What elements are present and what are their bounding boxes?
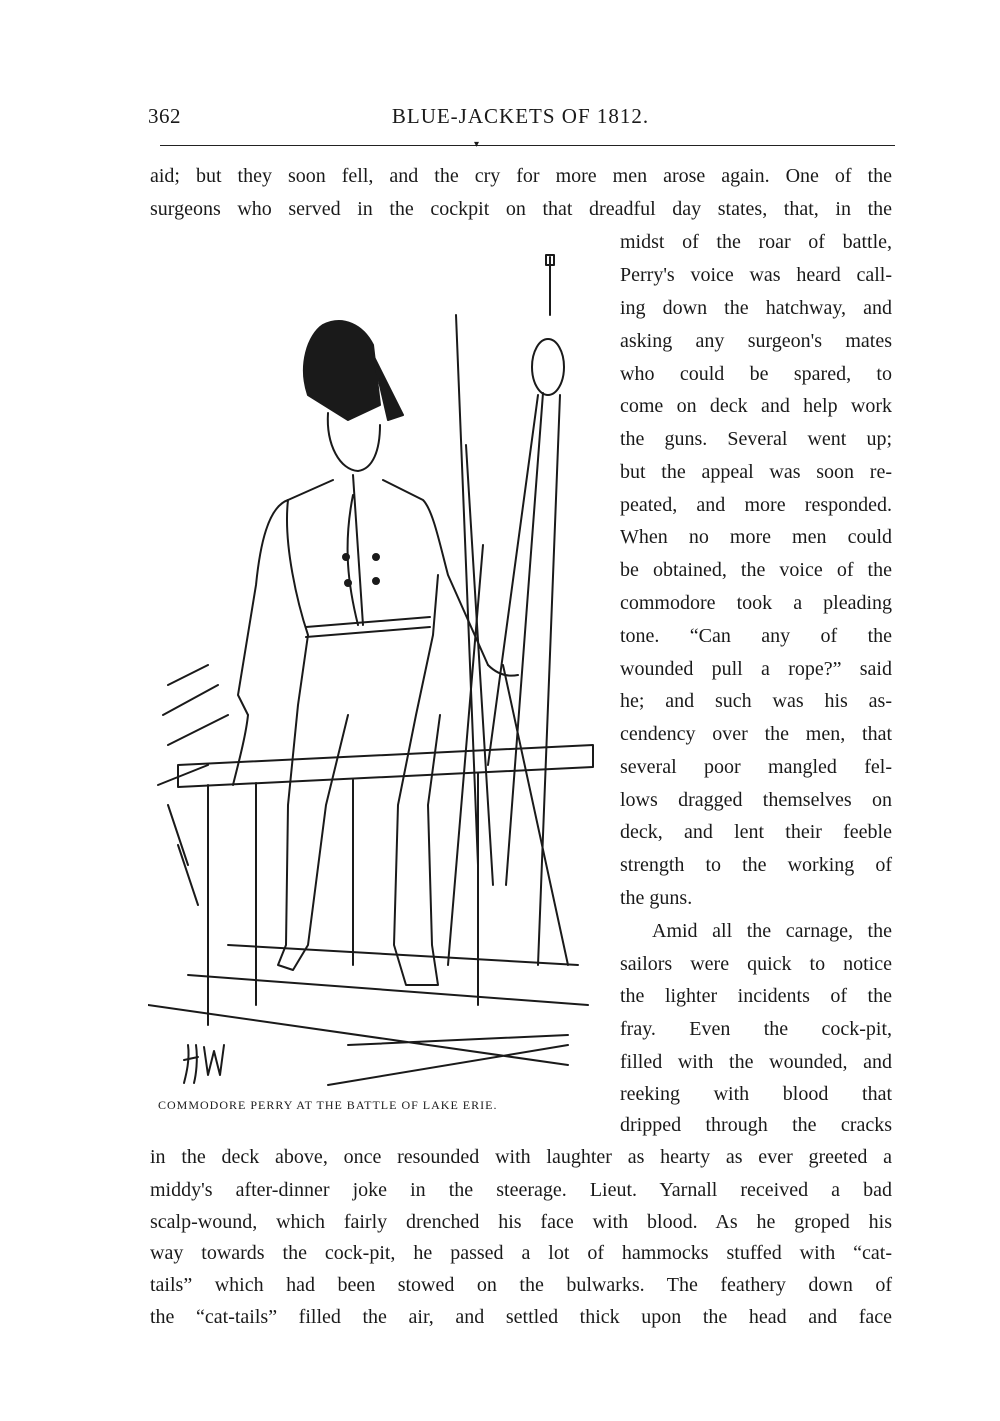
text-line: he; and such was his as- — [620, 690, 892, 712]
text-line: scalp-wound, which fairly drenched his face with blood. As he groped his — [150, 1211, 892, 1233]
commodore-perry-illustration — [148, 245, 608, 1095]
header-rule-mark: ▾ — [474, 139, 480, 150]
text-line: fray. Even the cock-pit, — [620, 1018, 892, 1040]
text-line: come on deck and help work — [620, 395, 892, 417]
page-number: 362 — [148, 104, 181, 128]
text-line: filled with the wounded, and — [620, 1051, 892, 1073]
text-line: cendency over the men, that — [620, 723, 892, 745]
text-line: ing down the hatchway, and — [620, 297, 892, 319]
running-title: BLUE-JACKETS OF 1812. — [391, 104, 650, 128]
illustration-caption: COMMODORE PERRY AT THE BATTLE OF LAKE ERIE. — [158, 1098, 498, 1112]
text-line: sailors were quick to notice — [620, 953, 892, 975]
text-line: several poor mangled fel- — [620, 756, 892, 778]
text-line: but the appeal was soon re- — [620, 461, 892, 483]
text-line: strength to the working of — [620, 854, 892, 876]
commodore-figure — [233, 321, 518, 985]
text-line: the guns. Several went up; — [620, 428, 892, 450]
text-line: reeking with blood that — [620, 1083, 892, 1105]
text-line: way towards the cock-pit, he passed a lot of hammocks stuffed with “cat- — [150, 1242, 892, 1264]
rigging-lines — [448, 255, 568, 965]
text-line: Perry's voice was heard call- — [620, 264, 892, 286]
text-line: lows dragged themselves on — [620, 789, 892, 811]
text-line: asking any surgeon's mates — [620, 330, 892, 352]
text-line: commodore took a pleading — [620, 592, 892, 614]
text-line: the “cat-tails” filled the air, and settled thick upon the head and face — [150, 1306, 892, 1328]
text-line: be obtained, the voice of the — [620, 559, 892, 581]
text-line: who could be spared, to — [620, 363, 892, 385]
ship-railing — [148, 665, 593, 1085]
text-line: tone. “Can any of the — [620, 625, 892, 647]
text-line: wounded pull a rope?” said — [620, 658, 892, 680]
text-line: tails” which had been stowed on the bulwarks. The feathery down of — [150, 1274, 892, 1296]
text-line: dripped through the cracks — [620, 1114, 892, 1136]
text-line: peated, and more responded. — [620, 494, 892, 516]
paragraph-start-line: Amid all the carnage, the — [652, 920, 892, 942]
text-line: deck, and lent their feeble — [620, 821, 892, 843]
text-line: surgeons who served in the cockpit on that dreadful day states, that, in the — [150, 198, 892, 220]
text-line: aid; but they soon fell, and the cry for more men arose again. One of the — [150, 165, 892, 187]
text-line: the lighter incidents of the — [620, 985, 892, 1007]
text-line: midst of the roar of battle, — [620, 231, 892, 253]
text-line: the guns. — [620, 887, 693, 909]
text-line: When no more men could — [620, 526, 892, 548]
text-line: in the deck above, once resounded with laughter as hearty as ever greeted a — [150, 1146, 892, 1168]
text-line: middy's after-dinner joke in the steerage. Lieut. Yarnall received a bad — [150, 1179, 892, 1201]
page-header — [148, 104, 893, 134]
artist-signature-mark — [184, 1045, 224, 1083]
header-rule — [160, 145, 895, 146]
